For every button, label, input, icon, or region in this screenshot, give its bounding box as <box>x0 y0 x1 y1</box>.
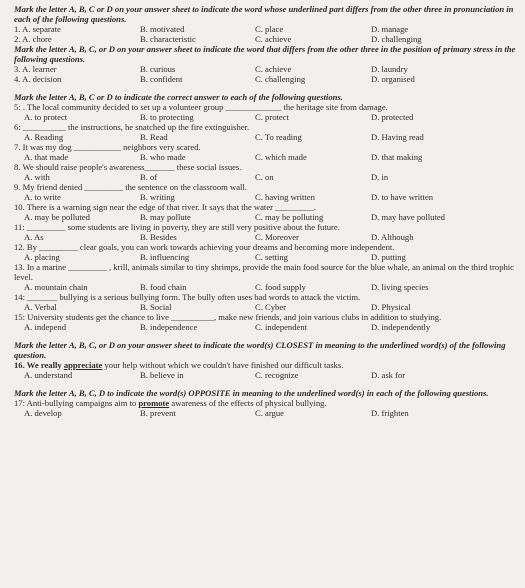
option-d: D. Physical <box>371 302 411 312</box>
option-c: C. Moreover <box>255 232 299 242</box>
option-d: D. that making <box>371 152 423 162</box>
option-a: A. decision <box>22 74 62 84</box>
option-a: A. to write <box>24 192 61 202</box>
option-a: A. learner <box>22 64 57 74</box>
option-a: A. Verbal <box>24 302 57 312</box>
option-c: C. challenging <box>255 74 306 84</box>
question-10-options <box>14 212 517 222</box>
option-d: D. may have polluted <box>371 212 445 222</box>
question-16-options <box>14 370 517 380</box>
question-number: 2. <box>14 34 21 44</box>
option-d: D. independently <box>371 322 431 332</box>
section-5-instruction: Mark the letter A, B, C, D to indicate the word(s) OPPOSITE in meaning to the underlined word(s) in each of the following questions. <box>14 388 489 398</box>
question-17-stem <box>14 398 517 408</box>
question-11-options <box>14 232 517 242</box>
question-1 <box>14 24 517 34</box>
option-c: C. achieve <box>255 34 292 44</box>
section-3-instruction: Mark the letter A, B, C or D to indicate the correct answer to each of the following questions. <box>14 92 343 102</box>
question-number: 4. <box>14 74 21 84</box>
option-b: B. prevent <box>140 408 176 418</box>
question-10-stem: 10. There is a warning sign near the edge of that river. It says that the water _________. <box>14 202 316 212</box>
option-b: B. independence <box>140 322 198 332</box>
option-d: D. Having read <box>371 132 424 142</box>
option-b: B. Besides <box>140 232 177 242</box>
question-14-stem: 14: _______ bullying is a serious bullying form. The bully often uses bad words to attack the victim. <box>14 292 361 302</box>
option-a: A. chore <box>22 34 52 44</box>
question-17-pre: 17: Anti-bullying campaigns aim to <box>14 398 139 408</box>
underlined-word: appreciate <box>63 360 103 370</box>
question-16-stem <box>14 360 517 370</box>
option-a: A. develop <box>24 408 62 418</box>
question-7-stem: 7. It was my dog ___________ neighbors very scared. <box>14 142 201 152</box>
option-c: C. may be polluting <box>255 212 324 222</box>
option-c: C. recognize <box>255 370 299 380</box>
question-13-stem: 13. In a marine _________ , krill, animals similar to tiny shrimps, provide the main food source for the blue whale, an animal on the third trophic level. <box>14 262 514 282</box>
underlined-word: promote <box>138 398 170 408</box>
option-a: A. independ <box>24 322 67 332</box>
question-13-options <box>14 282 517 292</box>
question-number: 3. <box>14 64 21 74</box>
question-12-stem: 12. By _________ clear goals, you can work towards achieving your dreams and becoming more independent. <box>14 242 395 252</box>
option-d: D. frighten <box>371 408 409 418</box>
section-2-instruction: Mark the letter A, B, C, or D on your answer sheet to indicate the word that differs from the other three in the position of primary stress in the following questions. <box>14 44 516 64</box>
question-number: 1. <box>14 24 21 34</box>
option-c: C. argue <box>255 408 284 418</box>
option-d: D. in <box>371 172 389 182</box>
option-a: A. Reading <box>24 132 64 142</box>
option-b: B. Read <box>140 132 168 142</box>
question-12-options <box>14 252 517 262</box>
option-b: B. writing <box>140 192 175 202</box>
option-a: A. understand <box>24 370 73 380</box>
option-c: C. which made <box>255 152 307 162</box>
option-d: D. living species <box>371 282 429 292</box>
option-d: D. Although <box>371 232 414 242</box>
question-17-post: awareness of the effects of physical bullying. <box>169 398 327 408</box>
question-9-stem: 9. My friend denied _________ the sentence on the classroom wall. <box>14 182 247 192</box>
option-d: D. challenging <box>371 34 422 44</box>
option-c: C. on <box>255 172 274 182</box>
option-d: D. to have written <box>371 192 434 202</box>
option-c: C. Cyber <box>255 302 287 312</box>
question-16-pre: 16. We really <box>14 360 64 370</box>
option-b: B. confident <box>140 74 183 84</box>
option-b: B. to protecting <box>140 112 194 122</box>
option-d: D. organised <box>371 74 415 84</box>
question-7-options <box>14 152 517 162</box>
section-4-instruction: Mark the letter A, B, C, or D on your answer sheet to indicate the word(s) CLOSEST in meaning to the underlined word(s) of the following question. <box>14 340 506 360</box>
question-8-options <box>14 172 517 182</box>
option-c: C. To reading <box>255 132 302 142</box>
question-8-stem: 8. We should raise people's awareness_______ these social issues. <box>14 162 242 172</box>
option-b: B. curious <box>140 64 176 74</box>
option-b: B. who made <box>140 152 186 162</box>
option-c: C. having written <box>255 192 315 202</box>
section-1-instruction: Mark the letter A, B, C or D on your answer sheet to indicate the word whose underlined part differs from the other three in pronunciation in each of the following questions. <box>14 4 514 24</box>
question-15-stem: 15: University students get the chance to live __________, make new friends, and join various clubs in addition to studying. <box>14 312 442 322</box>
question-5-options <box>14 112 517 122</box>
option-d: D. putting <box>371 252 406 262</box>
option-d: D. laundry <box>371 64 408 74</box>
question-3 <box>14 64 517 74</box>
option-b: B. characteristic <box>140 34 196 44</box>
question-16-post: your help without which we couldn't have finished our difficult tasks. <box>102 360 344 370</box>
question-6-stem: 6: __________ the instructions, he snatched up the fire extinguisher. <box>14 122 250 132</box>
question-17-options <box>14 408 517 418</box>
question-11-stem: 11: _________ some students are living in poverty, they are still very positive about the future. <box>14 222 340 232</box>
option-c: C. independent <box>255 322 308 332</box>
option-a: A. to protect <box>24 112 68 122</box>
question-15-options <box>14 322 517 332</box>
option-a: A. with <box>24 172 50 182</box>
option-b: B. believe in <box>140 370 184 380</box>
option-a: A. mountain chain <box>24 282 88 292</box>
option-a: A. that made <box>24 152 69 162</box>
option-a: A. may be polluted <box>24 212 90 222</box>
question-2 <box>14 34 517 44</box>
option-d: D. manage <box>371 24 409 34</box>
question-4 <box>14 74 517 84</box>
option-d: D. ask for <box>371 370 406 380</box>
option-c: C. setting <box>255 252 288 262</box>
option-b: B. food chain <box>140 282 187 292</box>
option-b: B. may pollute <box>140 212 191 222</box>
option-c: C. achieve <box>255 64 292 74</box>
option-c: C. protect <box>255 112 289 122</box>
option-b: B. motivated <box>140 24 185 34</box>
question-6-options <box>14 132 517 142</box>
option-a: A. placing <box>24 252 60 262</box>
question-14-options <box>14 302 517 312</box>
option-c: C. place <box>255 24 284 34</box>
option-a: A. As <box>24 232 44 242</box>
option-b: B. of <box>140 172 158 182</box>
question-5-stem: 5: . The local community decided to set up a volunteer group _____________ the heritage site from damage. <box>14 102 388 112</box>
option-b: B. influencing <box>140 252 190 262</box>
option-c: C. food supply <box>255 282 306 292</box>
option-b: B. Social <box>140 302 172 312</box>
option-a: A. separate <box>22 24 61 34</box>
question-9-options <box>14 192 517 202</box>
option-d: D. protected <box>371 112 414 122</box>
